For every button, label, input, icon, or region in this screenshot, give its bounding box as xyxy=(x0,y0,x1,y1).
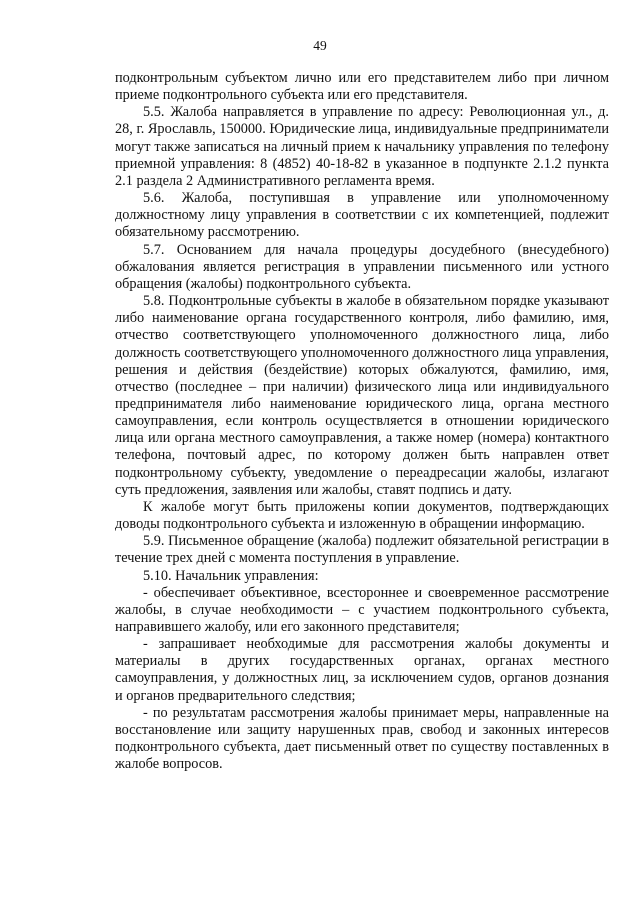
paragraph-attachments: К жалобе могут быть приложены копии документов, подтверждающих доводы подконтрольного субъекта и изложенную в обращении информацию. xyxy=(115,498,609,533)
paragraph-5-10: 5.10. Начальник управления: xyxy=(143,567,319,584)
page-number: 49 xyxy=(313,38,327,53)
list-item-ensures: - обеспечивает объективное, всестороннее и своевременное рассмотрение жалобы, в случае необходимости – с участием подконтрольного субъекта, направившего жалобу, или его законного представителя; xyxy=(115,584,609,635)
list-item-requests: - запрашивает необходимые для рассмотрения жалобы документы и материалы в других государственных органах, органах местного самоуправления, у должностных лиц, за исключением судов, органов дознания и органов предварительного следствия; xyxy=(115,636,609,704)
paragraph-5-6: 5.6. Жалоба, поступившая в управление или уполномоченному должностному лицу управления в соответствии с их компетенцией, подлежит обязательному рассмотрению. xyxy=(115,190,609,241)
list-item-takes-measures: - по результатам рассмотрения жалобы принимает меры, направленные на восстановление или защиту нарушенных прав, свобод и законных интересов подконтрольного субъекта, дает письменный ответ по существу поставленных в жалобе вопросов. xyxy=(115,704,609,773)
document-body xyxy=(115,70,609,773)
paragraph-5-7: 5.7. Основанием для начала процедуры досудебного (внесудебного) обжалования является регистрация в управлении письменного или устного обращения (жалобы) подконтрольного субъекта. xyxy=(115,241,609,292)
paragraph-5-5: 5.5. Жалоба направляется в управление по адресу: Революционная ул., д. 28, г. Ярославль, 150000. Юридические лица, индивидуальные предприниматели могут также записаться на личный прием к начальнику управления по телефону приемной управления: 8 (4852) 40-18-82 в указанное в подпункте 2.1.2 пункта 2.1 раздела 2 Административного регламента время. xyxy=(115,104,609,189)
paragraph-5-9: 5.9. Письменное обращение (жалоба) подлежит обязательной регистрации в течение трех дней с момента поступления в управление. xyxy=(115,533,609,567)
paragraph-continuation: подконтрольным субъектом лично или его представителем либо при личном приеме подконтрольного субъекта или его представителя. xyxy=(115,70,609,104)
paragraph-5-8: 5.8. Подконтрольные субъекты в жалобе в обязательном порядке указывают либо наименование органа государственного контроля, либо фамилию, имя, отчество соответствующего уполномоченного должностного лица, либо должность соответствующего уполномоченного должностного лица управления, решения и действия (бездействие) которых обжалуются, фамилию, имя, отчество (последнее – при наличии) физического лица или индивидуального предпринимателя либо наименование юридического лица, органа местного самоуправления, если контроль осуществляется в отношении юридического лица или органа местного самоуправления, а также номер (номера) контактного телефона, почтовый адрес, по которому должен быть направлен ответ подконтрольному субъекту, уведомление о переадресации жалобы, излагают суть предложения, заявления или жалобы, ставят подпись и дату. xyxy=(115,293,609,498)
